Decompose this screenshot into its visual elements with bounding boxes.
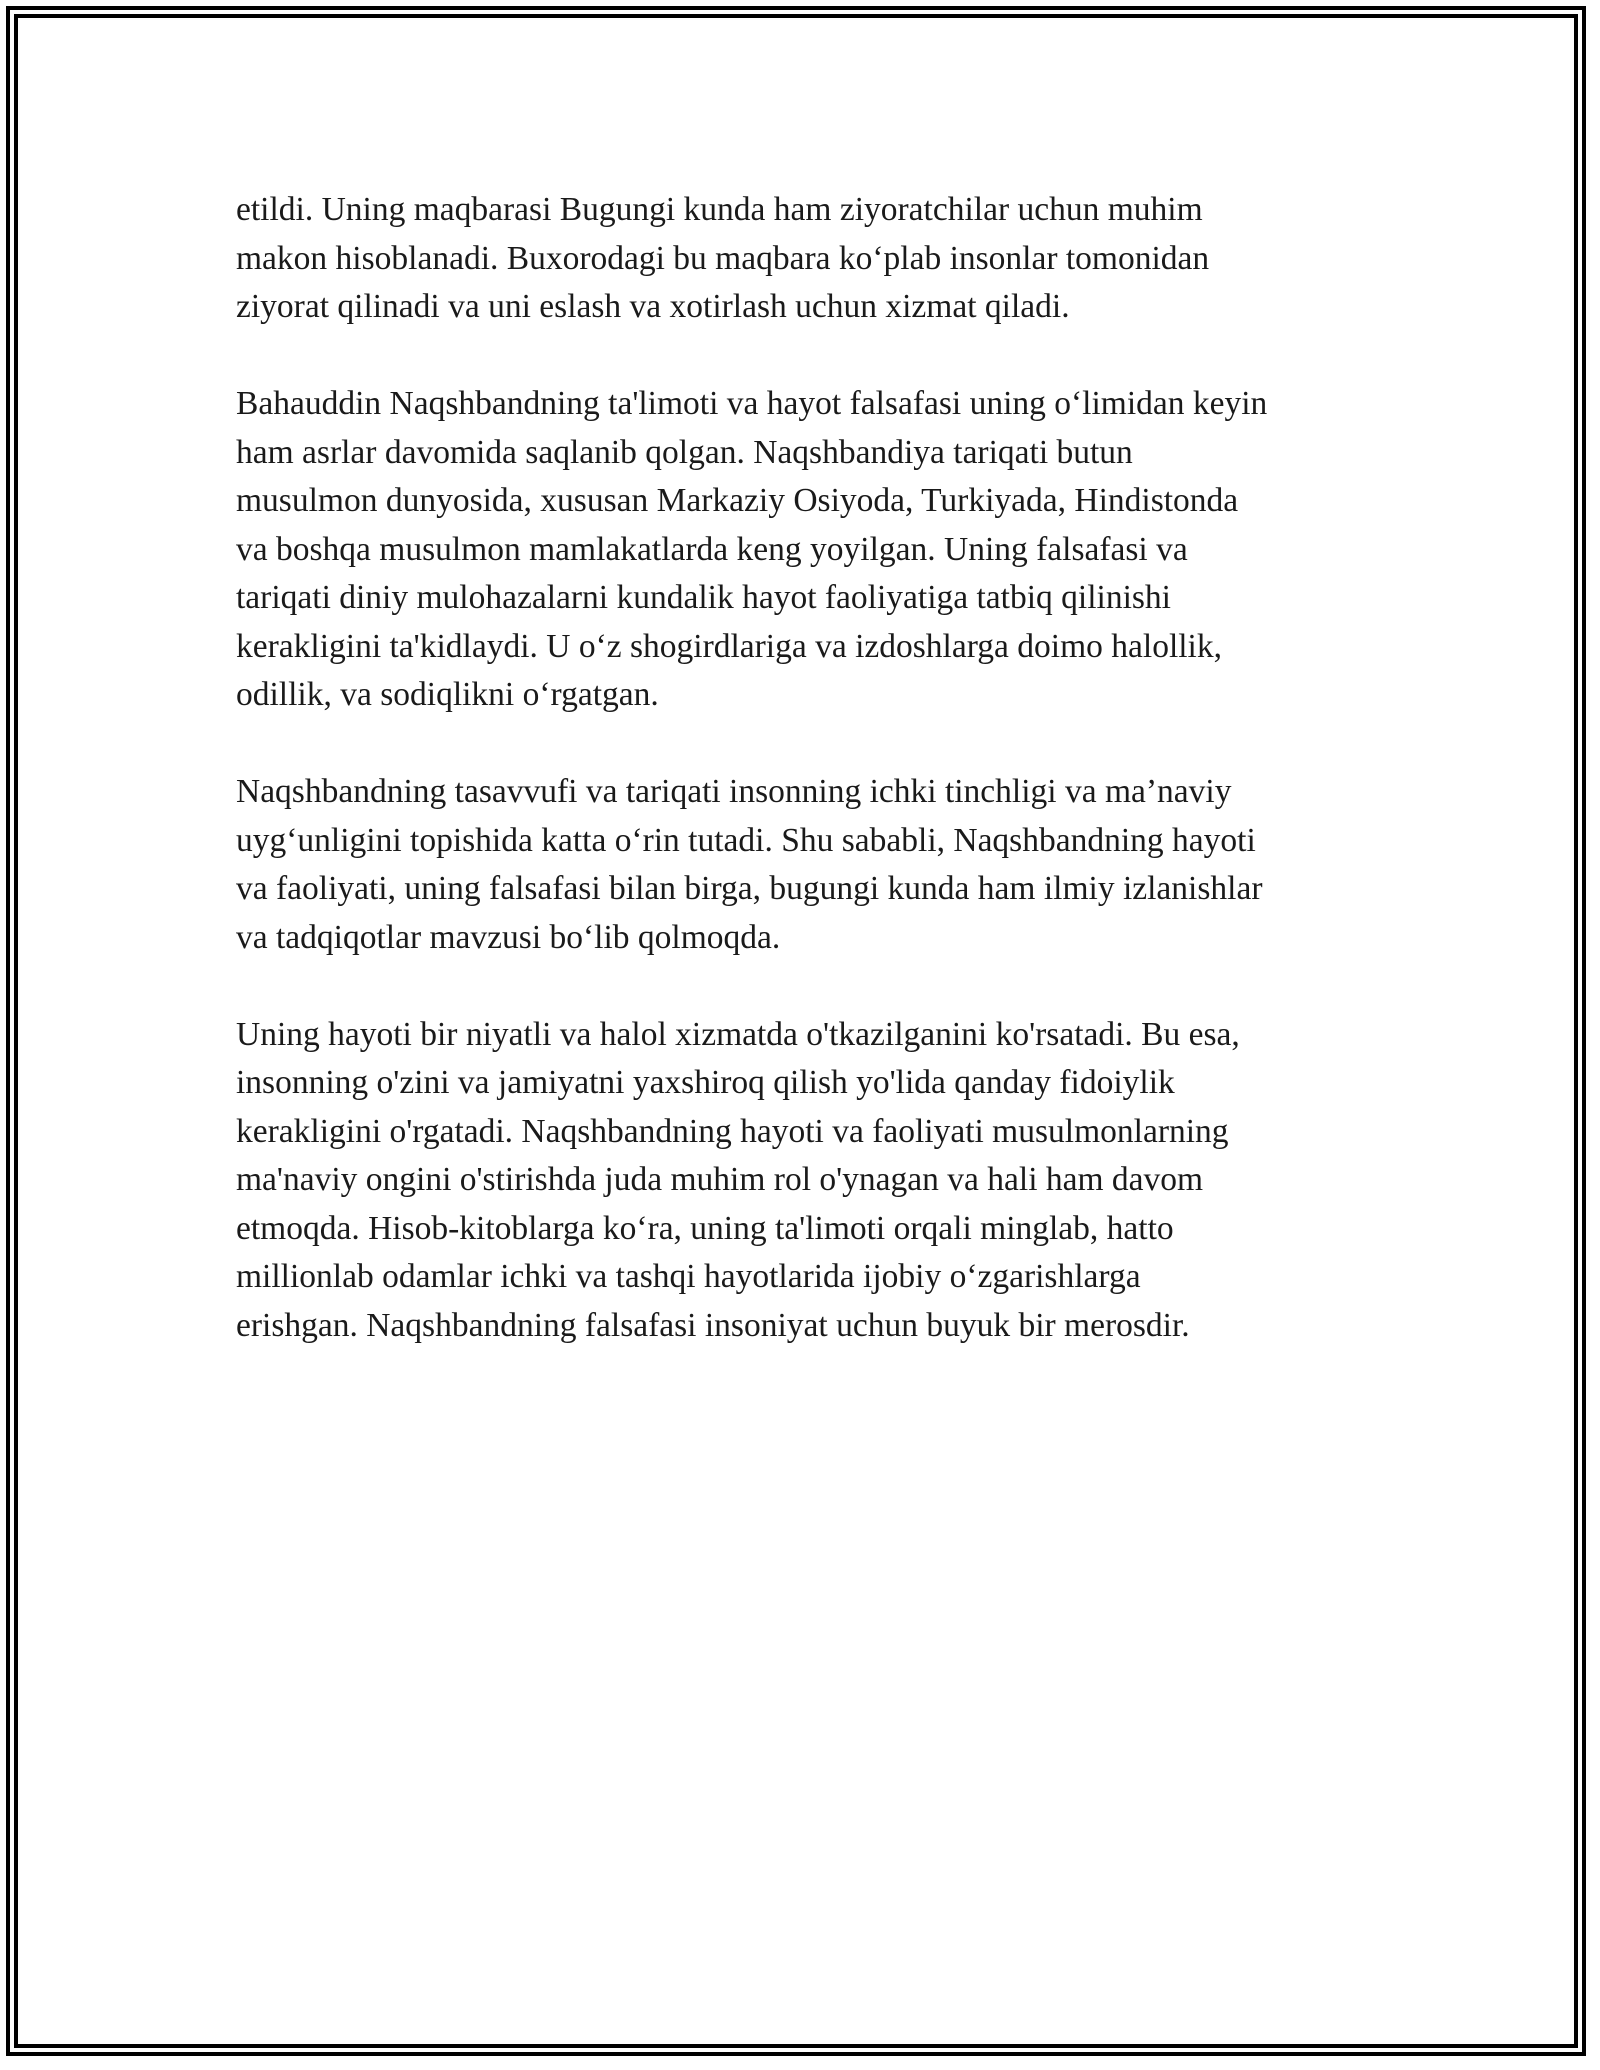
document-body (236, 186, 1376, 1399)
paragraph-1: etildi. Uning maqbarasi Bugungi kunda ham ziyoratchilar uchun muhim makon hisoblanadi. Buxorodagi bu maqbara ko‘plab insonlar tomonidan ziyorat qilinadi va uni eslash va xotirlash uchun xizmat qiladi. (236, 191, 1210, 325)
paragraph-2: Bahauddin Naqshbandning ta'limoti va hayot falsafasi uning o‘limidan keyin ham asrlar davomida saqlanib qolgan. Naqshbandiya tariqati butun musulmon dunyosida, xususan Markaziy Osiyoda, Turkiyada, Hindistonda va boshqa musulmon mamlakatlarda keng yoyilgan. Uning falsafasi va tariqati diniy mulohazalarni kundalik hayot faoliyatiga tatbiq qilinishi kerakligini ta'kidlaydi. U o‘z shogirdlariga va izdoshlarga doimo halollik, odillik, va sodiqlikni o‘rgatgan. (236, 385, 1268, 713)
paragraph-4: Uning hayoti bir niyatli va halol xizmatda o'tkazilganini ko'rsatadi. Bu esa, insonning o'zini va jamiyatni yaxshiroq qilish yo'lida qanday fidoiylik kerakligini o'rgatadi. Naqshbandning hayoti va faoliyati musulmonlarning ma'naviy ongini o'stirishda juda muhim rol o'ynagan va hali ham davom etmoqda. Hisob-kitoblarga ko‘ra, uning ta'limoti orqali minglab, hatto millionlab odamlar ichki va tashqi hayotlarida ijobiy o‘zgarishlarga erishgan. Naqshbandning falsafasi insoniyat uchun buyuk bir merosdir. (236, 1015, 1240, 1344)
paragraph-3: Naqshbandning tasavvufi va tariqati insonning ichki tinchligi va ma’naviy uyg‘unligini topishida katta o‘rin tutadi. Shu sababli, Naqshbandning hayoti va faoliyati, uning falsafasi bilan birga, bugungi kunda ham ilmiy izlanishlar va tadqiqotlar mavzusi bo‘lib qolmoqda. (236, 773, 1263, 956)
